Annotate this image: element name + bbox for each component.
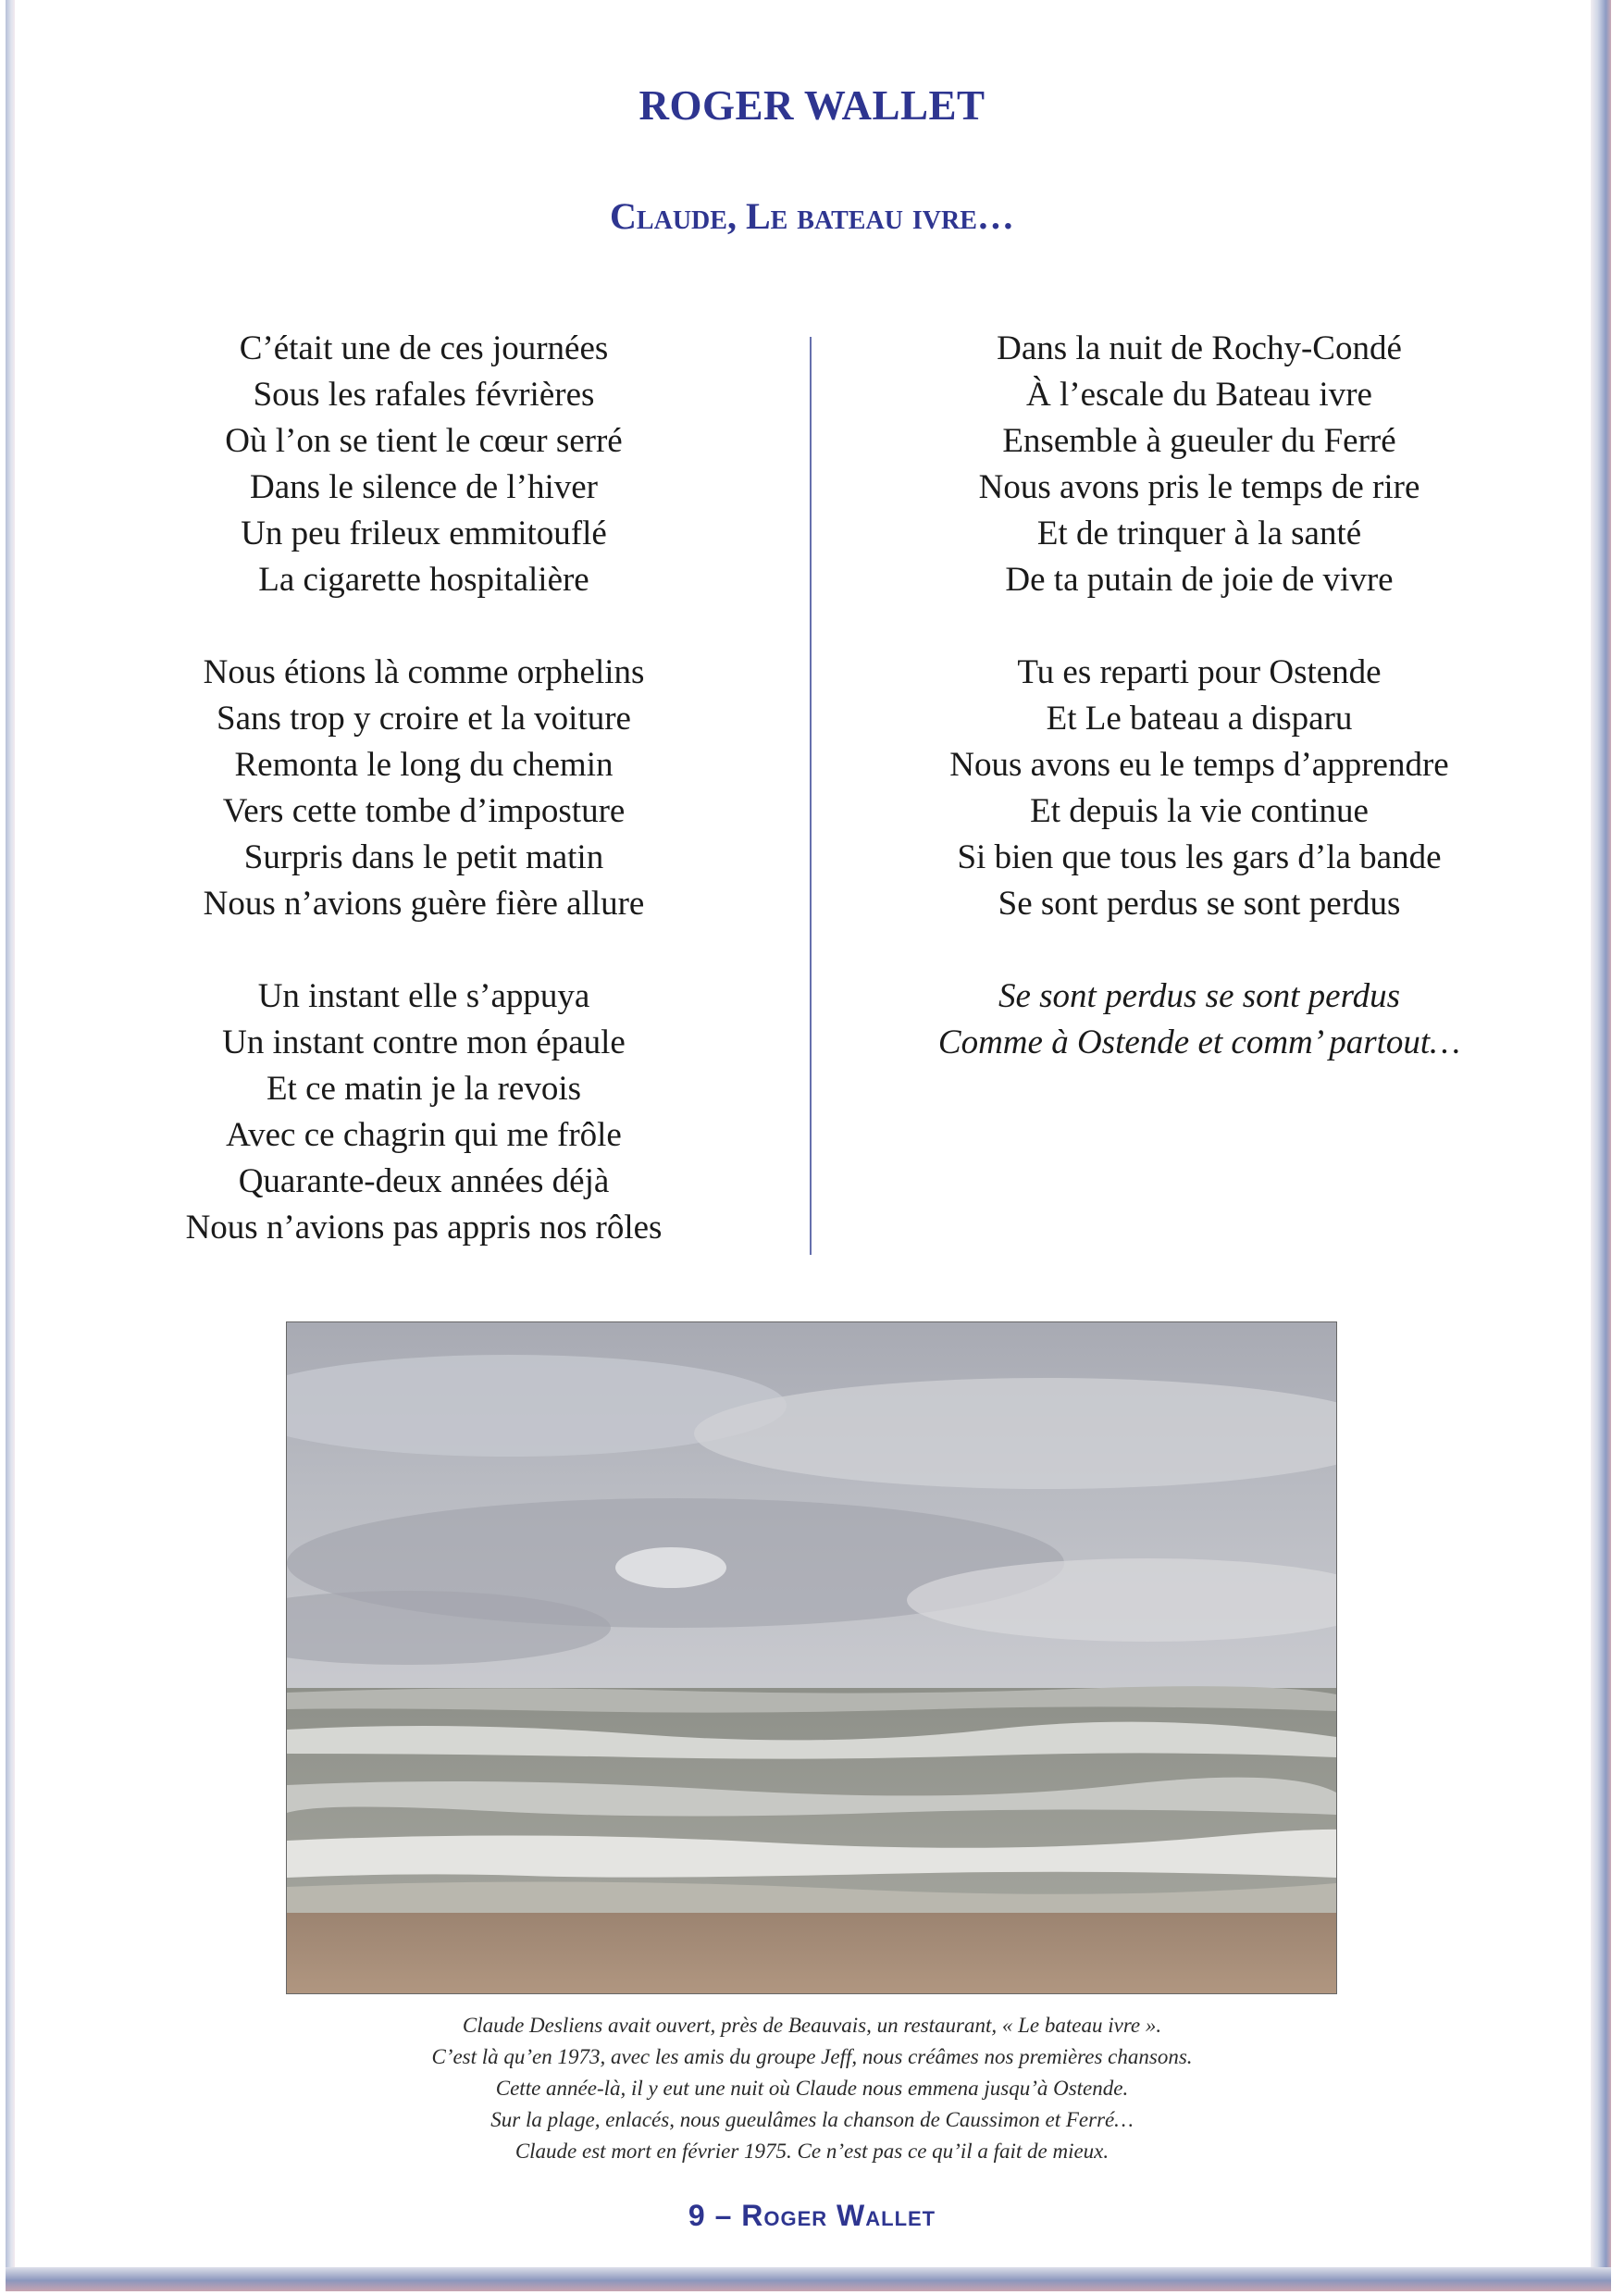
verse-line: Et de trinquer à la santé (1036, 515, 1362, 552)
caption-line: C’est là qu’en 1973, avec les amis du groupe Jeff, nous créâmes nos premières chansons. (431, 2045, 1193, 2068)
verse-line: De ta putain de joie de vivre (1005, 561, 1394, 599)
verse-line: Sous les rafales févrières (253, 376, 595, 414)
verse-line: Et ce matin je la revois (266, 1070, 582, 1108)
verse-line: Nous n’avions pas appris nos rôles (185, 1209, 663, 1247)
verse-line: Un instant contre mon épaule (222, 1023, 626, 1061)
caption-line: Cette année-là, il y eut une nuit où Claude nous emmena jusqu’à Ostende. (495, 2077, 1129, 2100)
footer-author: Roger Wallet (741, 2199, 936, 2232)
verse-line: Un instant elle s’appuya (257, 977, 590, 1015)
page-border-bottom (6, 2267, 1611, 2291)
caption-line: Claude Desliens avait ouvert, près de Beauvais, un restaurant, « Le bateau ivre ». (462, 2014, 1162, 2037)
refrain (875, 974, 1523, 1066)
verse-line: C’était une de ces journées (239, 329, 609, 367)
verse-line: Nous étions là comme orphelins (203, 653, 645, 691)
poem-right-column (875, 326, 1523, 1112)
verse-line: Et depuis la vie continue (1030, 792, 1369, 830)
page-number: 9 (688, 2199, 706, 2232)
page-border-right (1591, 0, 1611, 2276)
column-divider (810, 337, 812, 1255)
verse-line: Avec ce chagrin qui me frôle (226, 1116, 622, 1154)
verse-line: Nous avons pris le temps de rire (978, 468, 1420, 506)
stanza (100, 326, 748, 603)
caption-line: Sur la plage, enlacés, nous gueulâmes la chanson de Caussimon et Ferré… (490, 2108, 1134, 2131)
verse-line: Nous n’avions guère fière allure (203, 885, 645, 923)
verse-line: Surpris dans le petit matin (243, 838, 604, 876)
poem-left-column (100, 326, 748, 1297)
verse-line: Ensemble à gueuler du Ferré (1002, 422, 1396, 460)
page-footer (0, 2199, 1624, 2233)
verse-line: Un peu frileux emmitouflé (241, 515, 607, 552)
verse-line: Si bien que tous les gars d’la bande (957, 838, 1442, 876)
stanza (100, 650, 748, 927)
verse-line: Dans la nuit de Rochy-Condé (997, 329, 1402, 367)
stanza (100, 974, 748, 1251)
verse-line: La cigarette hospitalière (258, 561, 589, 599)
stanza (875, 650, 1523, 927)
caption-line: Claude est mort en février 1975. Ce n’est pas ce qu’il a fait de mieux. (514, 2140, 1110, 2163)
verse-line: Se sont perdus se sont perdus (998, 885, 1401, 923)
verse-line: Comme à Ostende et comm’ partout… (937, 1023, 1461, 1061)
photo-caption (0, 2010, 1624, 2167)
verse-line: Où l’on se tient le cœur serré (225, 422, 623, 460)
verse-line: Et Le bateau a disparu (1046, 700, 1353, 738)
poem-title: Claude, Le bateau ivre… (610, 195, 1014, 237)
verse-line: Tu es reparti pour Ostende (1017, 653, 1382, 691)
verse-line: Dans le silence de l’hiver (249, 468, 599, 506)
sand (287, 1913, 1336, 1993)
verse-line: Se sont perdus se sont perdus (998, 977, 1401, 1015)
verse-line: Sans trop y croire et la voiture (217, 700, 631, 738)
verse-line: Vers cette tombe d’imposture (222, 792, 626, 830)
beach-photo (286, 1321, 1337, 1994)
verse-line: À l’escale du Bateau ivre (1026, 376, 1372, 414)
footer-separator: – (714, 2199, 733, 2232)
verse-line: Remonta le long du chemin (234, 746, 614, 784)
stanza (875, 326, 1523, 603)
verse-line: Nous avons eu le temps d’apprendre (949, 746, 1449, 784)
author-heading: ROGER WALLET (638, 82, 986, 129)
page-border-left (6, 0, 15, 2276)
verse-line: Quarante-deux années déjà (238, 1162, 610, 1200)
